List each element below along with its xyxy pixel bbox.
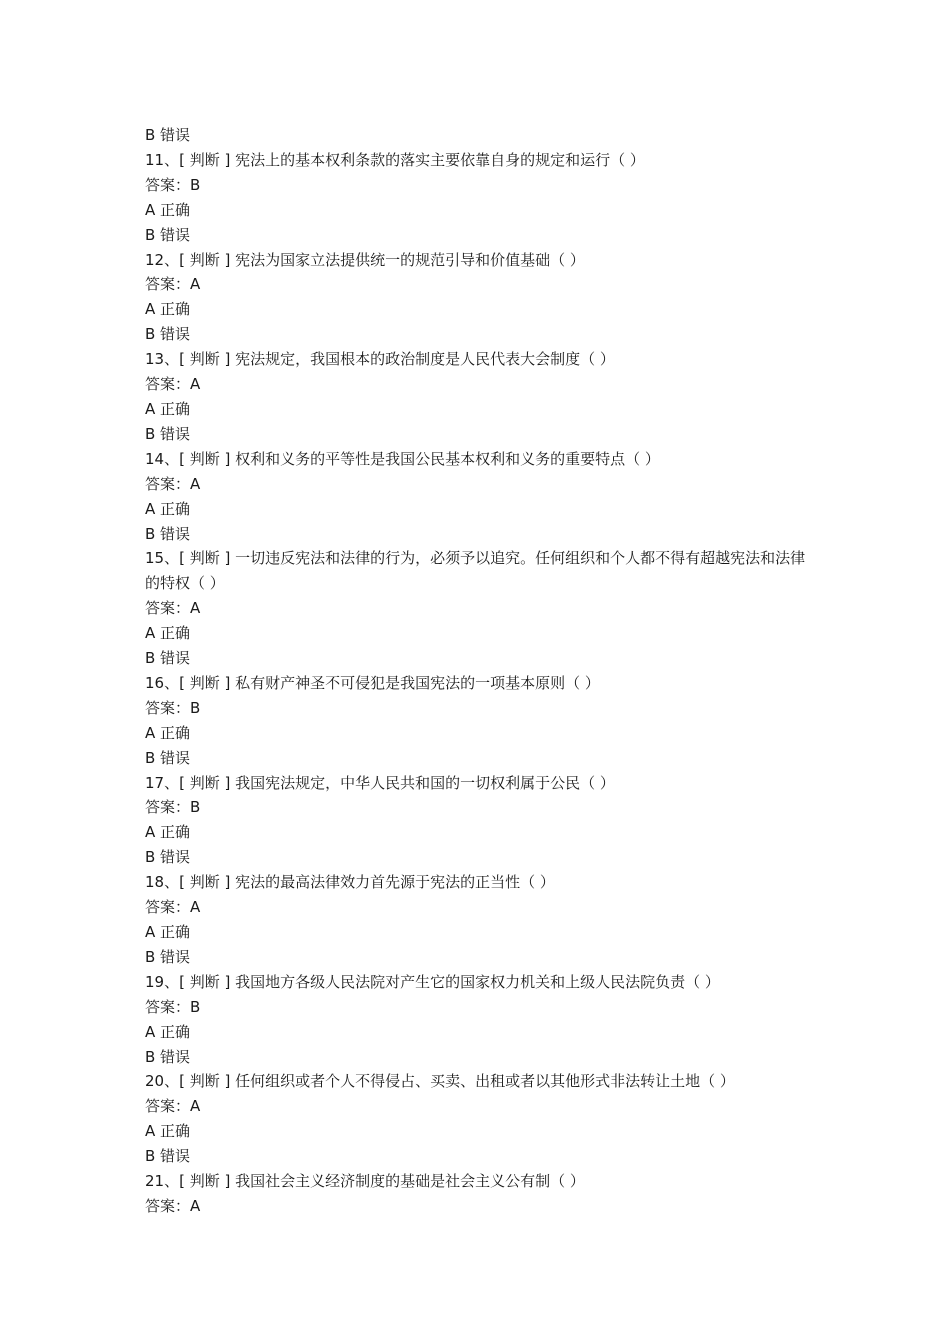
question-text: 21、[ 判断 ] 我国社会主义经济制度的基础是社会主义公有制（ ）	[145, 1172, 585, 1191]
question-item	[145, 870, 815, 970]
answer-text: 答案：A	[145, 1196, 201, 1215]
question-item	[145, 1169, 815, 1219]
question-item	[145, 771, 815, 871]
option-b-text: B 错误	[145, 325, 191, 344]
question-item	[145, 1069, 815, 1169]
answer-text: 答案：A	[145, 275, 201, 294]
option-a-text: A 正确	[145, 399, 191, 418]
option-b-text: B 错误	[145, 1047, 191, 1066]
document-body	[145, 123, 815, 1219]
answer-text: 答案：A	[145, 474, 201, 493]
answer-text: 答案：B	[145, 698, 201, 717]
question-text: 13、[ 判断 ] 宪法规定，我国根本的政治制度是人民代表大会制度（ ）	[145, 350, 615, 369]
question-text: 18、[ 判断 ] 宪法的最高法律效力首先源于宪法的正当性（ ）	[145, 873, 555, 892]
answer-text: 答案：A	[145, 898, 201, 917]
answer-text: 答案：B	[145, 798, 201, 817]
option-a-text: A 正确	[145, 923, 191, 941]
question-text: 19、[ 判断 ] 我国地方各级人民法院对产生它的国家权力机关和上级人民法院负责（ ）	[145, 972, 720, 991]
option-a-text: A 正确	[145, 499, 191, 518]
question-item	[145, 347, 815, 447]
option-a-text: A 正确	[145, 823, 191, 842]
option-b-text: B 错误	[145, 748, 191, 767]
question-item	[145, 447, 815, 547]
option-b-text: B 错误	[145, 424, 191, 443]
answer-text: 答案：A	[145, 599, 201, 618]
question-item	[145, 970, 815, 1070]
question-text: 11、[ 判断 ] 宪法上的基本权利条款的落实主要依靠自身的规定和运行（ ）	[145, 150, 645, 169]
question-text: 16、[ 判断 ] 私有财产神圣不可侵犯是我国宪法的一项基本原则（ ）	[145, 673, 600, 692]
answer-text: 答案：B	[145, 175, 201, 194]
answer-text: 答案：A	[145, 375, 201, 394]
question-text: 12、[ 判断 ] 宪法为国家立法提供统一的规范引导和价值基础（ ）	[145, 250, 585, 269]
option-a-text: A 正确	[145, 1122, 191, 1141]
option-b-text: B 错误	[145, 524, 191, 543]
option-b-text: B 错误	[145, 947, 191, 966]
answer-text: 答案：A	[145, 1097, 201, 1116]
option-b-text: B 错误	[145, 1147, 191, 1166]
question-text: 17、[ 判断 ] 我国宪法规定，中华人民共和国的一切权利属于公民（ ）	[145, 773, 615, 792]
answer-text: 答案：B	[145, 997, 201, 1016]
option-b-text: B 错误	[145, 848, 191, 867]
question-text: 15、[ 判断 ] 一切违反宪法和法律的行为，必须予以追究。任何组织和个人都不得有超越宪法和法律的特权（ ）	[145, 549, 806, 593]
option-b-text: B 错误	[145, 649, 191, 668]
option-a-text: A 正确	[145, 300, 191, 319]
question-text: 14、[ 判断 ] 权利和义务的平等性是我国公民基本权利和义务的重要特点（ ）	[145, 449, 660, 468]
option-a-text: A 正确	[145, 200, 191, 219]
option-a-text: A 正确	[145, 1022, 191, 1041]
option-b-text: B 错误	[145, 126, 191, 144]
question-item	[145, 248, 815, 348]
question-item	[145, 148, 815, 248]
option-b-text: B 错误	[145, 225, 191, 244]
option-a-text: A 正确	[145, 624, 191, 643]
question-item	[145, 671, 815, 771]
question-text: 20、[ 判断 ] 任何组织或者个人不得侵占、买卖、出租或者以其他形式非法转让土地（ ）	[145, 1072, 735, 1091]
option-a-text: A 正确	[145, 723, 191, 742]
question-item	[145, 546, 815, 671]
